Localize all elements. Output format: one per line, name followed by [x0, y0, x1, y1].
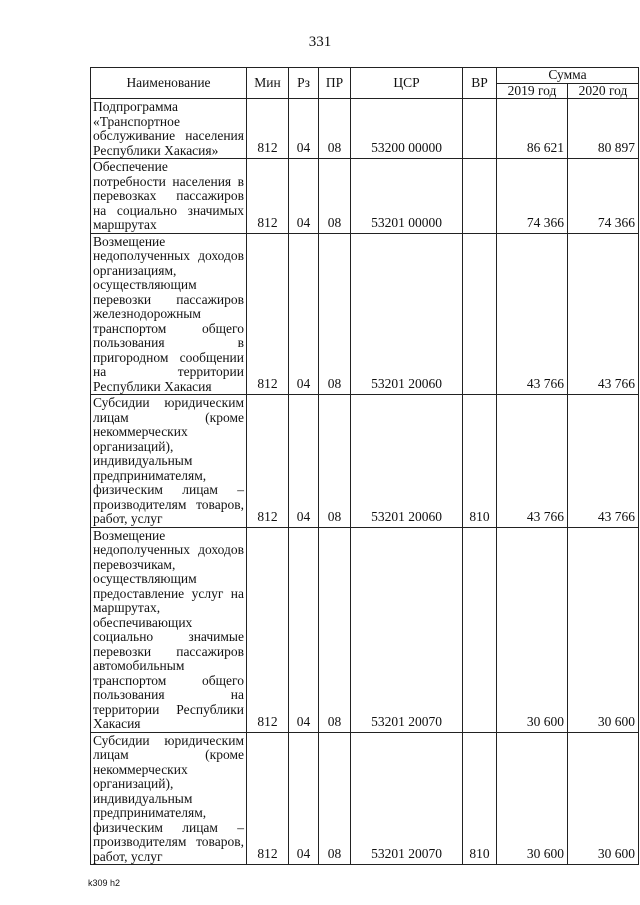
row-2020: 30 600 — [568, 732, 639, 865]
row-csr: 53201 20070 — [351, 527, 463, 732]
budget-table — [90, 67, 639, 865]
table-row — [91, 395, 639, 528]
row-2019: 43 766 — [497, 395, 568, 528]
row-csr: 53200 00000 — [351, 99, 463, 159]
row-min: 812 — [247, 395, 289, 528]
row-2019: 30 600 — [497, 732, 568, 865]
row-vr: 810 — [463, 395, 497, 528]
row-rz: 04 — [289, 159, 319, 234]
table-row — [91, 159, 639, 234]
page-number: 331 — [308, 34, 332, 50]
row-csr: 53201 20060 — [351, 233, 463, 395]
row-name: Субсидии юридическим лицам (кроме некоммерческих организаций), индивидуальным предпринимателям, физическим лицам – производителям товаров, работ, услуг — [91, 395, 247, 528]
header-2020: 2020 год — [568, 83, 639, 99]
row-name: Возмещение недополученных доходов организациям, осуществляющим перевозки пассажиров железнодорожным транспортом общего пользования в пригородном сообщении на территории Республики Хакасия — [91, 233, 247, 395]
row-rz: 04 — [289, 527, 319, 732]
table-row — [91, 527, 639, 732]
row-pr: 08 — [319, 99, 351, 159]
row-min: 812 — [247, 233, 289, 395]
row-csr: 53201 20060 — [351, 395, 463, 528]
footer-code: k309 h2 — [88, 878, 121, 888]
row-pr: 08 — [319, 159, 351, 234]
header-2019: 2019 год — [497, 83, 568, 99]
table-row — [91, 99, 639, 159]
row-name: Субсидии юридическим лицам (кроме некоммерческих организаций), индивидуальным предпринимателям, физическим лицам – производителям товаров, работ, услуг — [91, 732, 247, 865]
row-2020: 74 366 — [568, 159, 639, 234]
row-vr — [463, 233, 497, 395]
header-rz: Рз — [289, 68, 319, 99]
row-rz: 04 — [289, 233, 319, 395]
row-min: 812 — [247, 159, 289, 234]
row-vr — [463, 159, 497, 234]
table-row — [91, 233, 639, 395]
row-2020: 43 766 — [568, 395, 639, 528]
row-min: 812 — [247, 527, 289, 732]
row-2020: 80 897 — [568, 99, 639, 159]
row-2019: 86 621 — [497, 99, 568, 159]
row-2020: 30 600 — [568, 527, 639, 732]
row-vr: 810 — [463, 732, 497, 865]
header-min: Мин — [247, 68, 289, 99]
header-pr: ПР — [319, 68, 351, 99]
row-pr: 08 — [319, 527, 351, 732]
row-name: Обеспечение потребности населения в перевозках пассажиров на социально значимых маршрутах — [91, 159, 247, 234]
header-name: Наименование — [91, 68, 247, 99]
row-pr: 08 — [319, 233, 351, 395]
row-pr: 08 — [319, 395, 351, 528]
row-pr: 08 — [319, 732, 351, 865]
row-name: Возмещение недополученных доходов перевозчикам, осуществляющим предоставление услуг на маршрутах, обеспечивающих социально значимые перевозки пассажиров автомобильным транспортом общего пользования на территории Республики Хакасия — [91, 527, 247, 732]
row-2019: 74 366 — [497, 159, 568, 234]
row-min: 812 — [247, 99, 289, 159]
row-rz: 04 — [289, 99, 319, 159]
row-2019: 30 600 — [497, 527, 568, 732]
table-row — [91, 732, 639, 865]
header-sum: Сумма — [497, 68, 639, 84]
row-rz: 04 — [289, 732, 319, 865]
row-csr: 53201 20070 — [351, 732, 463, 865]
header-vr: ВР — [463, 68, 497, 99]
row-2020: 43 766 — [568, 233, 639, 395]
row-rz: 04 — [289, 395, 319, 528]
row-min: 812 — [247, 732, 289, 865]
row-name: Подпрограмма «Транспортное обслуживание населения Республики Хакасия» — [91, 99, 247, 159]
row-vr — [463, 99, 497, 159]
header-csr: ЦСР — [351, 68, 463, 99]
row-vr — [463, 527, 497, 732]
row-2019: 43 766 — [497, 233, 568, 395]
row-csr: 53201 00000 — [351, 159, 463, 234]
